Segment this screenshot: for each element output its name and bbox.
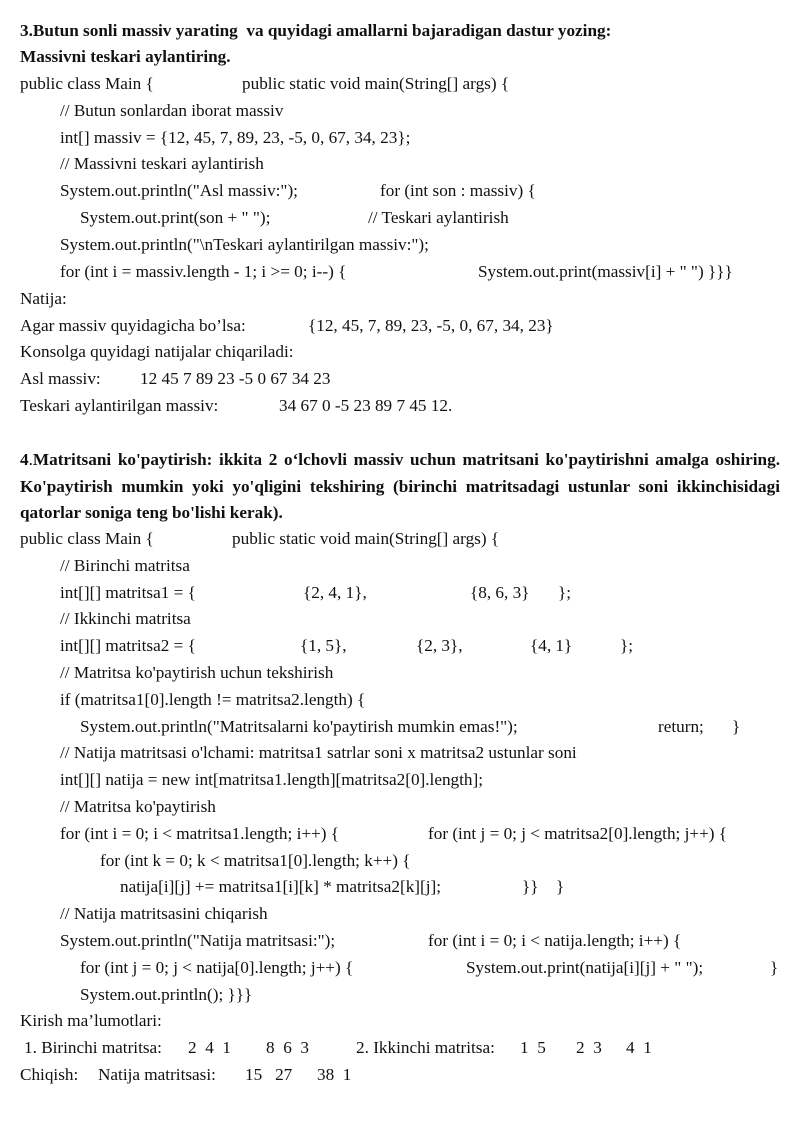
- task4-code-line: }}: [522, 877, 539, 896]
- task3-result-label: Natija:: [20, 289, 67, 308]
- task3-rev-value: 34 67 0 -5 23 89 7 45 12.: [279, 396, 453, 415]
- task4-code-comment: // Birinchi matritsa: [60, 556, 190, 575]
- task4-code-line: for (int k = 0; k < matritsa1[0].length; k++) {: [100, 851, 411, 870]
- task3-code-line: public static void main(String[] args) {: [242, 74, 510, 93]
- task3-code-line: int[] massiv = {12, 45, 7, 89, 23, -5, 0, 67, 34, 23};: [60, 128, 411, 147]
- task3-rev-label: Teskari aylantirilgan massiv:: [20, 396, 219, 415]
- task3-heading: 3.Butun sonli massiv yarating va quyidagi amallarni bajaradigan dastur yozing:: [20, 21, 612, 40]
- task3-code-line: System.out.println("Asl massiv:");: [60, 181, 298, 200]
- task3-console-line: Konsolga quyidagi natijalar chiqariladi:: [20, 342, 294, 361]
- task4-code-line: if (matritsa1[0].length != matritsa2.length) {: [60, 690, 366, 709]
- task4-code-line: public static void main(String[] args) {: [232, 529, 500, 548]
- task4-output-label: Chiqish:: [20, 1065, 79, 1084]
- task3-input-value: {12, 45, 7, 89, 23, -5, 0, 67, 34, 23}: [308, 316, 554, 335]
- task3-code-comment: // Massivni teskari aylantirish: [60, 154, 264, 173]
- task3-code-line: for (int i = massiv.length - 1; i >= 0; i--) {: [60, 262, 347, 281]
- task4-code-comment: // Matritsa ko'paytirish: [60, 797, 216, 816]
- task4-code-line: };: [620, 636, 634, 655]
- task4-code-line: public class Main {: [20, 529, 154, 548]
- task4-code-line: System.out.println(); }}}: [80, 985, 253, 1004]
- task4-code-line: {2, 3},: [416, 636, 463, 655]
- task4-code-line: int[][] natija = new int[matritsa1.length][matritsa2[0].length];: [60, 770, 484, 789]
- task4-m2-row1: 1 5: [520, 1038, 546, 1057]
- task4-code-line: System.out.print(natija[i][j] + " ");: [466, 958, 704, 977]
- task4-code-line: System.out.println("Matritsalarni ko'paytirish mumkin emas!");: [80, 717, 518, 736]
- task4-m1-row1: 2 4 1: [188, 1038, 231, 1057]
- task4-code-line: int[][] matritsa1 = {: [60, 583, 196, 602]
- task3-code-line: System.out.print(son + " ");: [80, 208, 271, 227]
- task3-orig-label: Asl massiv:: [20, 369, 101, 388]
- task3-code-line: System.out.println("\nTeskari aylantirilgan massiv:");: [60, 235, 429, 254]
- task3-code-line: public class Main {: [20, 74, 154, 93]
- task4-m2-row3: 4 1: [626, 1038, 652, 1057]
- task3-orig-value: 12 45 7 89 23 -5 0 67 34 23: [140, 369, 331, 388]
- task4-m2-row2: 2 3: [576, 1038, 602, 1057]
- task4-code-line: {8, 6, 3}: [470, 583, 530, 602]
- task3-code-line: for (int son : massiv) {: [380, 181, 536, 200]
- task4-code-line: }: [770, 958, 779, 977]
- task4-code-line: {1, 5},: [300, 636, 347, 655]
- task4-m1-row2: 8 6 3: [266, 1038, 309, 1057]
- task4-code-line: for (int i = 0; i < matritsa1.length; i++) {: [60, 824, 340, 843]
- task4-code-line: }: [556, 877, 565, 896]
- task3-input-label: Agar massiv quyidagicha bo’lsa:: [20, 316, 246, 335]
- task3-code-comment: // Butun sonlardan iborat massiv: [60, 101, 284, 120]
- task4-output-row1: 15 27: [245, 1065, 293, 1084]
- task3-subheading: Massivni teskari aylantiring.: [20, 47, 231, 66]
- task4-code-line: for (int j = 0; j < natija[0].length; j++) {: [80, 958, 354, 977]
- task4-m2-label: 2. Ikkinchi matritsa:: [356, 1038, 495, 1057]
- task3-code-line: System.out.print(massiv[i] + " ") }}}: [478, 262, 733, 281]
- task3-code-comment: // Teskari aylantirish: [368, 208, 509, 227]
- task4-output-row2: 38 1: [317, 1065, 352, 1084]
- task4-code-line: System.out.println("Natija matritsasi:");: [60, 931, 336, 950]
- task4-heading-paragraph: [20, 447, 780, 527]
- task4-code-line: int[][] matritsa2 = {: [60, 636, 196, 655]
- task4-number-dot: .: [28, 450, 33, 469]
- task4-code-line: for (int j = 0; j < matritsa2[0].length; j++) {: [428, 824, 728, 843]
- task4-number: 4: [20, 450, 29, 469]
- task4-m1-label: 1. Birinchi matritsa:: [24, 1038, 162, 1057]
- task4-code-line: for (int i = 0; i < natija.length; i++) {: [428, 931, 682, 950]
- task4-input-label: Kirish ma’lumotlari:: [20, 1011, 162, 1030]
- task4-code-line: natija[i][j] += matritsa1[i][k] * matritsa2[k][j];: [120, 877, 442, 896]
- task4-code-comment: // Matritsa ko'paytirish uchun tekshirish: [60, 663, 334, 682]
- task4-code-line: };: [558, 583, 572, 602]
- task4-code-line: {2, 4, 1},: [303, 583, 367, 602]
- task4-output-title: Natija matritsasi:: [98, 1065, 216, 1084]
- task4-code-line: return;: [658, 717, 704, 736]
- task4-code-comment: // Natija matritsasi o'lchami: matritsa1 satrlar soni x matritsa2 ustunlar soni: [60, 743, 577, 762]
- task4-heading: Matritsani ko'paytirish: ikkita 2 o‘lchovli massiv uchun matritsani ko'paytirishni amalga oshiring. Ko'paytirish mumkin yoki yo'qligini tekshiring (birinchi matritsadagi ustunlar soni ikkinchisidagi qatorlar soniga teng bo'lishi kerak).: [20, 450, 780, 522]
- task4-code-comment: // Natija matritsasini chiqarish: [60, 904, 268, 923]
- task4-code-line: }: [732, 717, 741, 736]
- task4-code-line: {4, 1}: [530, 636, 573, 655]
- task4-code-comment: // Ikkinchi matritsa: [60, 609, 191, 628]
